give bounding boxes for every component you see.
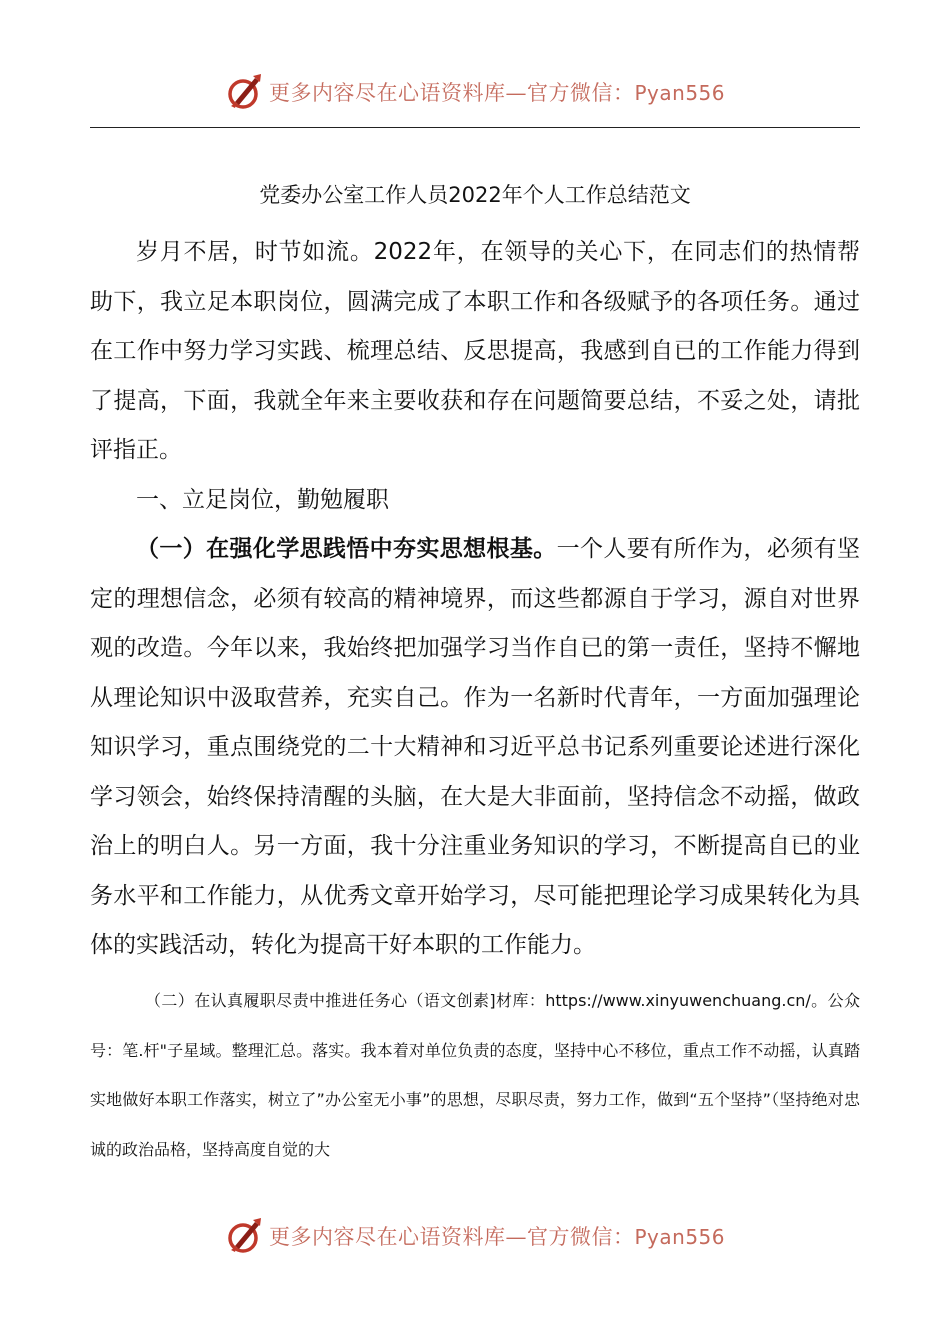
header-banner — [0, 68, 950, 116]
header-divider — [90, 127, 860, 128]
section1-text: 一个人要有所作为，必须有坚定的理想信念，必须有较高的精神境界，而这些都源自于学习，源自对世界观的改造。今年以来，我始终把加强学习当作自已的第一责任，坚持不懈地从理论知识中汲取营养，充实自己。作为一名新时代青年，一方面加强理论知识学习，重点围绕党的二十大精神和习近平总书记系列重要论述进行深化学习领会，始终保持清醒的头脑，在大是大非面前，坚持信念不动摇，做政治上的明白人。另一方面，我十分注重业务知识的学习，不断提高自已的业务水平和工作能力，从优秀文章开始学习，尽可能把理论学习成果转化为具体的实践活动，转化为提高干好本职的工作能力。 — [90, 536, 861, 958]
intro-paragraph: 岁月不居，时节如流。2022年，在领导的关心下，在同志们的热情帮助下，我立足本职岗位，圆满完成了本职工作和各级赋予的各项任务。通过在工作中努力学习实践、梳理总结、反思提高，我感到自已的工作能力得到了提高，下面，我就全年来主要收获和存在问题简要总结，不妥之处，请批评指正。 — [90, 239, 860, 463]
section2-small-text — [90, 976, 860, 1174]
document-body — [90, 228, 860, 971]
footer-wechat-id: Pyan556 — [634, 1225, 725, 1249]
header-wechat-id: Pyan556 — [634, 81, 725, 105]
section-heading-1: 一、立足岗位，勤勉履职 — [136, 486, 389, 513]
pen-logo-icon — [225, 72, 265, 112]
section1-paragraph — [90, 525, 860, 971]
footer-banner-text: 更多内容尽在心语资料库—官方微信：Pyan556 — [268, 1225, 725, 1249]
header-banner-text: 更多内容尽在心语资料库—官方微信：Pyan556 — [268, 81, 725, 105]
footer-banner — [0, 1212, 950, 1260]
document-title: 党委办公室工作人员2022年个人工作总结范文 — [259, 183, 691, 207]
section1-heading: （一）在强化学思践悟中夯实思想根基。 — [136, 536, 557, 562]
pen-logo-icon — [225, 1216, 265, 1256]
section2-paragraph: （二）在认真履职尽责中推进任务心（语文创素]材库：https://www.xinyuwenchuang.cn/。公众号：笔.杆"子星域。整理汇总。落实。我本着对单位负责的态度，坚持中心不移位，重点工作不动摇，认真踏实地做好本职工作落实，树立了”办公室无小事”的思想，尽职尽责，努力工作，做到“五个坚持”（坚持绝对忠诚的政治品格，坚持高度自觉的大 — [90, 991, 860, 1159]
